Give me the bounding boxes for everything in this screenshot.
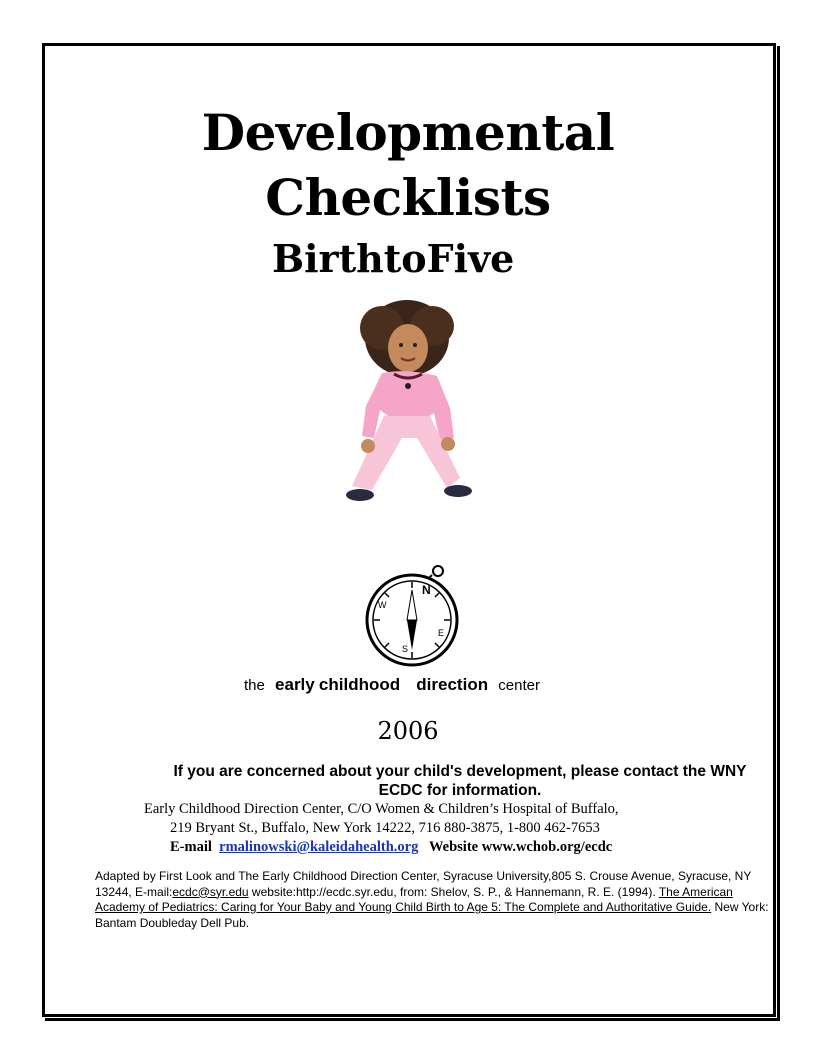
email-label: E-mail	[170, 839, 212, 855]
wordmark-center: center	[498, 677, 540, 694]
compass-letter-n: N	[422, 583, 431, 597]
website-label: Website www.wchob.org/ecdc	[428, 839, 613, 855]
compass-letter-w: W	[378, 600, 387, 610]
title-line-1: Developmental	[201, 103, 615, 162]
attribution-email-link[interactable]: ecdc@syr.edu	[172, 884, 249, 899]
contact-line	[170, 839, 612, 856]
wordmark-the: the	[244, 677, 265, 694]
attribution-part-3: New York: Bantam Doubleday Dell Pub.	[95, 900, 769, 930]
title-line-3: BirthtoFive	[272, 236, 515, 281]
book-title: The American Academy of Pediatrics: Caring for Your Baby and Young Child Birth to Age 5: The Complete and Authoritative Guide.	[95, 884, 733, 914]
attribution-part-1: Adapted by First Look and The Early Childhood Direction Center, Syracuse University,805 S. Crouse Avenue, Syracuse, NY 13244, E-mail:	[95, 869, 752, 899]
address-line-1: Early Childhood Direction Center, C/O Women & Children’s Hospital of Buffalo,	[144, 801, 619, 817]
address-line-2: 219 Bryant St., Buffalo, New York 14222, 716 880-3875, 1-800 462-7653	[170, 820, 600, 836]
child-photo	[322, 298, 492, 513]
contact-notice: If you are concerned about your child's development, please contact the WNY ECDC for information.	[173, 763, 747, 799]
publication-year: 2006	[377, 717, 439, 745]
wordmark-childhood: childhood	[318, 675, 401, 694]
wordmark-early: early	[275, 675, 315, 694]
email-link[interactable]: rmalinowski@kaleidahealth.org	[219, 839, 419, 855]
ecdc-wordmark	[244, 675, 540, 695]
compass-logo	[360, 560, 460, 670]
wordmark-direction: direction	[416, 675, 489, 694]
attribution-paragraph	[95, 869, 785, 931]
attribution-part-2: website:http://ecdc.syr.edu, from: Shelov, S. P., & Hannemann, R. E. (1994).	[248, 884, 656, 899]
compass-letter-e: E	[438, 628, 445, 638]
title-line-2: Checklists	[265, 168, 551, 227]
compass-letter-s: S	[402, 644, 409, 654]
